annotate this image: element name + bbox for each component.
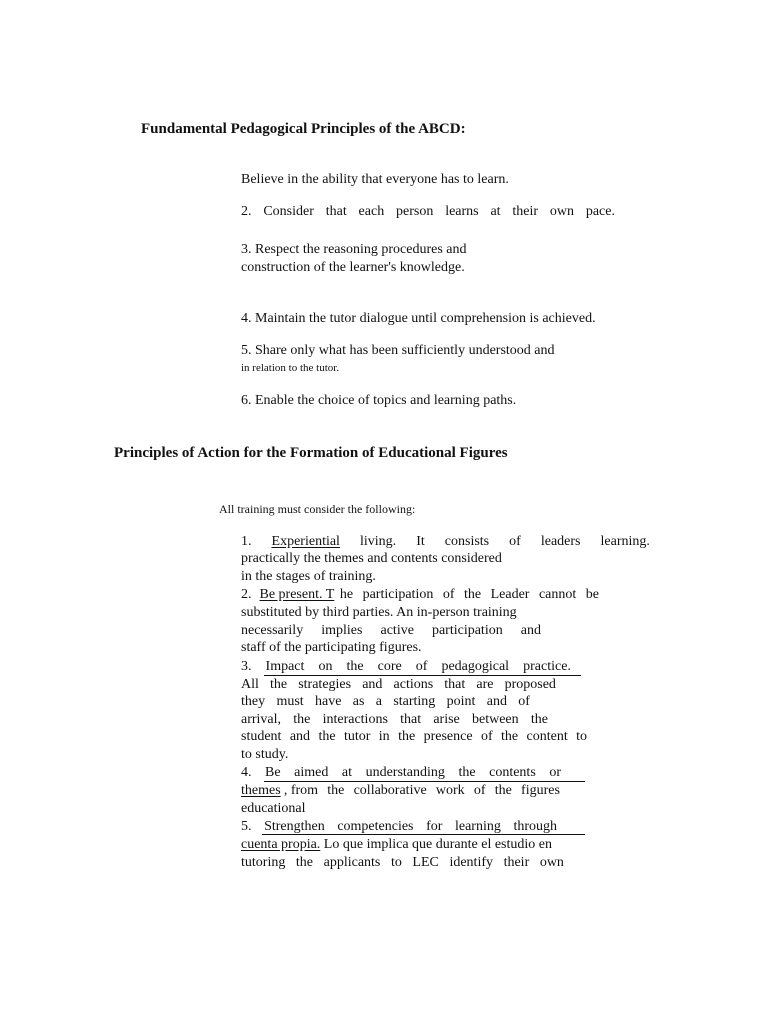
- action-5-line-3: [241, 855, 564, 871]
- word: have: [315, 694, 342, 709]
- word: are: [476, 677, 494, 692]
- word: at: [341, 765, 353, 780]
- word: and: [486, 694, 507, 709]
- principle-2: [241, 204, 615, 220]
- word: the: [398, 729, 416, 744]
- section-title-abcd: Fundamental Pedagogical Principles of the ABCD:: [141, 121, 466, 137]
- word: they: [241, 694, 266, 709]
- word: Consider: [263, 204, 314, 219]
- action-4-line-2: [241, 783, 560, 799]
- principle-6: 6. Enable the choice of topics and learning paths.: [241, 393, 517, 408]
- word: work: [435, 783, 465, 798]
- word: tutor: [343, 729, 371, 744]
- word: 3.: [241, 659, 252, 674]
- principle-5-line-1: 5. Share only what has been sufficiently understood and: [241, 343, 555, 358]
- principle-5-line-2: in relation to the tutor.: [241, 362, 340, 374]
- word: must: [276, 694, 304, 709]
- underlined-term: cuenta propia.: [241, 837, 321, 852]
- word: learning.: [600, 534, 650, 549]
- word: of: [518, 694, 530, 709]
- word: learning: [454, 819, 501, 834]
- word: presence: [423, 729, 473, 744]
- word: applicants: [323, 855, 381, 870]
- word: learns: [445, 204, 479, 219]
- word: interactions: [322, 712, 388, 727]
- action-3-line-3: [241, 694, 530, 710]
- word: 4.: [241, 765, 252, 780]
- word: and: [362, 677, 383, 692]
- word: the: [494, 783, 512, 798]
- word: LEC: [412, 855, 439, 870]
- word: for: [426, 819, 443, 834]
- underlined-term: Be present. T: [259, 587, 335, 602]
- word: tutoring: [241, 855, 286, 870]
- word: person: [396, 204, 434, 219]
- principle-3-line-2: construction of the learner's knowledge.: [241, 260, 465, 275]
- word: , from: [283, 783, 319, 798]
- word: strategies: [298, 677, 352, 692]
- word: that: [444, 677, 466, 692]
- word: identify: [449, 855, 493, 870]
- action-3-line-2: [241, 677, 556, 693]
- word: at: [490, 204, 501, 219]
- word: arise: [433, 712, 460, 727]
- word: he participation of the Leader cannot be: [339, 587, 599, 602]
- word: Be: [265, 765, 281, 780]
- word: of: [473, 783, 486, 798]
- word: the: [530, 712, 548, 727]
- word: student: [241, 729, 282, 744]
- word: each: [358, 204, 385, 219]
- word: that: [400, 712, 422, 727]
- word: the: [293, 712, 311, 727]
- action-4-line-3: educational: [241, 801, 306, 816]
- word: pace.: [585, 204, 615, 219]
- word: starting: [393, 694, 436, 709]
- word: or: [549, 765, 561, 780]
- word: living.: [359, 534, 397, 549]
- word: actions: [393, 677, 434, 692]
- word: the: [327, 783, 345, 798]
- word: between: [471, 712, 519, 727]
- principle-1: Believe in the ability that everyone has to learn.: [241, 172, 509, 187]
- word: 1.: [241, 534, 252, 549]
- underline-rule: [262, 834, 585, 835]
- word: and: [520, 623, 541, 638]
- word: that: [325, 204, 347, 219]
- word: through: [513, 819, 557, 834]
- underlined-term: themes: [241, 783, 281, 798]
- action-3-line-5: [241, 729, 587, 745]
- word: active: [380, 623, 414, 638]
- action-3-line-4: [241, 712, 548, 728]
- action-1-line-1: [241, 534, 650, 550]
- underline-rule: [264, 675, 581, 676]
- word: 2.: [241, 204, 252, 219]
- word: to: [390, 855, 402, 870]
- word: Impact: [265, 659, 305, 674]
- word: 5.: [241, 819, 252, 834]
- underlined-term: Experiential: [271, 534, 340, 549]
- word: content: [526, 729, 568, 744]
- principle-3-line-1: 3. Respect the reasoning procedures and: [241, 242, 467, 257]
- word: Strengthen: [264, 819, 325, 834]
- word: the: [458, 765, 476, 780]
- action-2-line-3: [241, 623, 541, 639]
- word: leaders: [540, 534, 581, 549]
- word: on: [318, 659, 333, 674]
- word: Lo que implica que durante el estudio en: [323, 837, 553, 852]
- word: It: [416, 534, 425, 549]
- word: the: [318, 729, 336, 744]
- action-1-line-2: practically the themes and contents considered: [241, 551, 502, 566]
- word: aimed: [294, 765, 329, 780]
- word: of: [509, 534, 521, 549]
- word: competencies: [337, 819, 414, 834]
- action-2-line-2: substituted by third parties. An in-person training: [241, 605, 517, 620]
- word: figures: [521, 783, 560, 798]
- word: the: [346, 659, 364, 674]
- word: a: [375, 694, 382, 709]
- word: understanding: [365, 765, 445, 780]
- word: their: [503, 855, 530, 870]
- word: own: [549, 204, 574, 219]
- word: the: [270, 677, 288, 692]
- action-1-line-3: in the stages of training.: [241, 569, 376, 584]
- word: implies: [321, 623, 363, 638]
- word: core: [377, 659, 402, 674]
- word: point: [446, 694, 476, 709]
- word: contents: [489, 765, 536, 780]
- word: to: [576, 729, 587, 744]
- word: proposed: [504, 677, 556, 692]
- word: in: [378, 729, 390, 744]
- word: practice.: [523, 659, 571, 674]
- action-5-line-1: [241, 819, 557, 835]
- action-4-line-1: [241, 765, 561, 781]
- action-5-line-2: [241, 837, 552, 853]
- word: arrival,: [241, 712, 282, 727]
- section-title-action: Principles of Action for the Formation of Educational Figures: [114, 445, 508, 461]
- principle-4: 4. Maintain the tutor dialogue until comprehension is achieved.: [241, 311, 596, 326]
- word: own: [539, 855, 564, 870]
- word: necessarily: [241, 623, 304, 638]
- word: pedagogical: [441, 659, 510, 674]
- word: of: [415, 659, 428, 674]
- word: the: [501, 729, 519, 744]
- word: as: [352, 694, 365, 709]
- word: 2.: [241, 587, 252, 602]
- intro-text: All training must consider the following:: [219, 502, 416, 516]
- action-2-line-4: staff of the participating figures.: [241, 640, 422, 655]
- underline-rule: [264, 781, 585, 782]
- action-3-line-6: to study.: [241, 747, 289, 762]
- word: their: [512, 204, 539, 219]
- word: collaborative: [353, 783, 427, 798]
- word: consists: [444, 534, 490, 549]
- word: and: [289, 729, 311, 744]
- word: of: [480, 729, 493, 744]
- word: the: [295, 855, 314, 870]
- word: participation: [431, 623, 503, 638]
- word: All: [241, 677, 259, 692]
- action-2-line-1: [241, 587, 599, 603]
- action-3-line-1: [241, 659, 571, 675]
